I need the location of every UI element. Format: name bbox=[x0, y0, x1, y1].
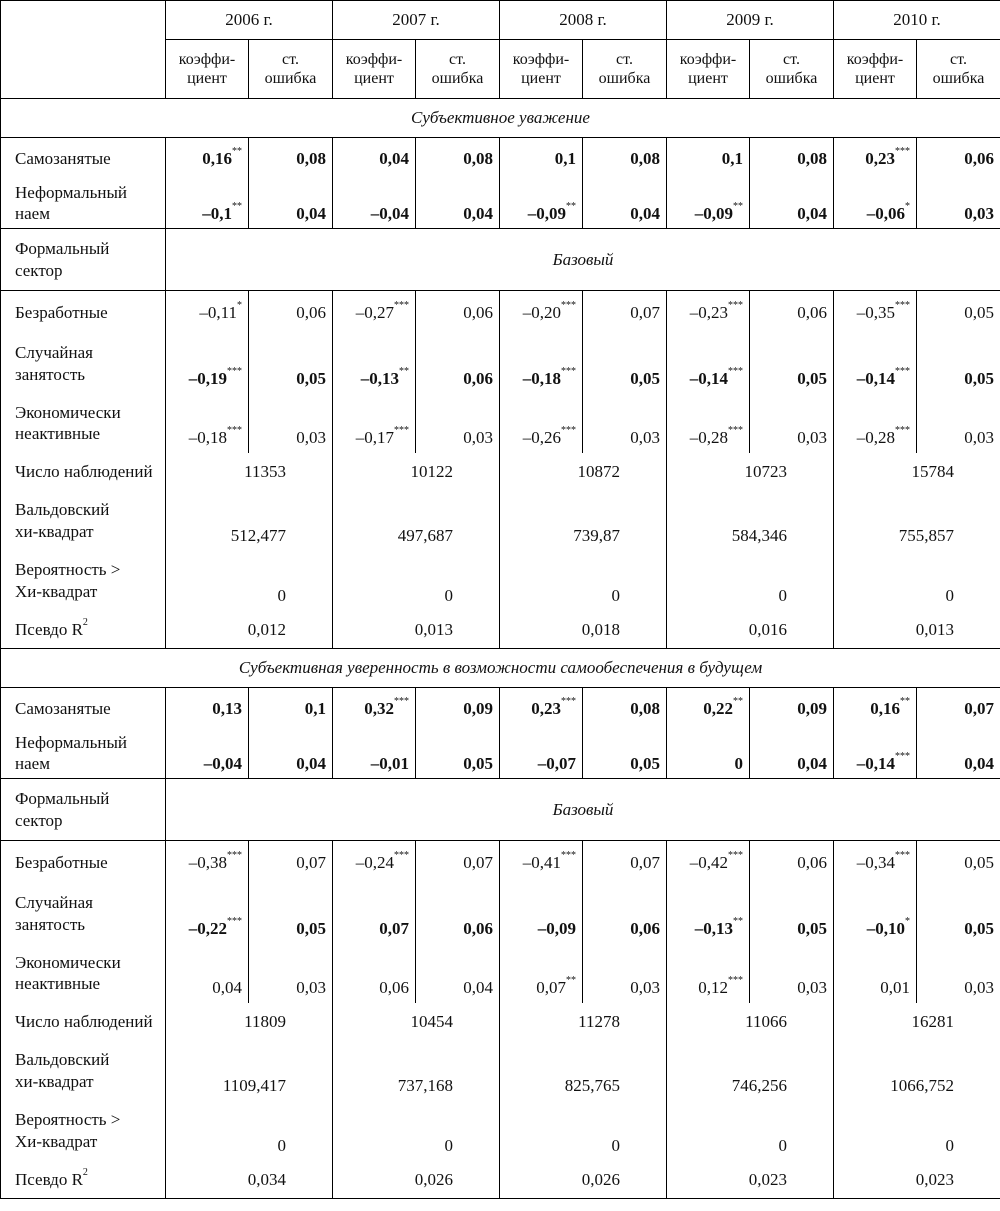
coef-cell bbox=[166, 179, 249, 229]
informal-hire-row bbox=[1, 729, 1000, 779]
stat-value: 1066,752 bbox=[834, 1041, 1000, 1101]
pseudo-r2-row bbox=[1, 611, 1000, 649]
section-respect bbox=[1, 99, 1000, 649]
stat-value: 15784 bbox=[834, 453, 1000, 491]
significance-stars: ** bbox=[733, 200, 743, 212]
year-2009-header: 2009 г. bbox=[667, 1, 834, 40]
std-error-cell: 0,03 bbox=[583, 944, 667, 1003]
stat-value: 10454 bbox=[333, 1003, 500, 1041]
unemployed-row bbox=[1, 291, 1000, 334]
std-error-cell: 0,08 bbox=[416, 138, 500, 179]
std-error-cell: 0,04 bbox=[750, 729, 834, 779]
stat-value: 0,023 bbox=[667, 1161, 834, 1199]
corner-cell bbox=[1, 1, 166, 99]
significance-stars: *** bbox=[561, 849, 576, 861]
stat-value: 0,026 bbox=[500, 1161, 667, 1199]
stat-value: 0,023 bbox=[834, 1161, 1000, 1199]
row-label: Случайная занятость bbox=[1, 884, 166, 944]
coef-value: 0,06 bbox=[379, 978, 409, 998]
row-label: Число наблюдений bbox=[1, 453, 166, 491]
stat-value: 16281 bbox=[834, 1003, 1000, 1041]
std-error-cell: 0,04 bbox=[249, 729, 333, 779]
stat-value: 0,016 bbox=[667, 611, 834, 649]
std-error-cell: 0,09 bbox=[750, 688, 834, 729]
std-error-cell: 0,05 bbox=[583, 729, 667, 779]
coef-cell bbox=[166, 334, 249, 394]
stat-value: 0 bbox=[834, 1101, 1000, 1161]
section-self-sufficiency bbox=[1, 649, 1000, 1199]
row-label: Вероятность > Хи-квадрат bbox=[1, 551, 166, 611]
significance-stars: *** bbox=[895, 145, 910, 157]
stat-value: 11066 bbox=[667, 1003, 834, 1041]
coef-cell bbox=[333, 179, 416, 229]
coef-cell bbox=[834, 179, 917, 229]
row-label: Псевдо $R^2$ bbox=[1, 1161, 166, 1199]
stat-value: 0 bbox=[500, 551, 667, 611]
significance-stars: *** bbox=[895, 849, 910, 861]
observations-row bbox=[1, 453, 1000, 491]
row-label: Экономически неактивные bbox=[1, 394, 166, 453]
section-title: Субъективная уверенность в возможности самообеспечения в будущем bbox=[1, 649, 1000, 688]
stat-value: 584,346 bbox=[667, 491, 834, 551]
coef-header: коэффи- циент bbox=[166, 40, 249, 99]
std-error-cell: 0,03 bbox=[917, 394, 1000, 453]
coef-header: коэффи- циент bbox=[500, 40, 583, 99]
coef-value: –0,28 bbox=[689, 428, 728, 448]
observations-row bbox=[1, 1003, 1000, 1041]
std-error-cell: 0,03 bbox=[583, 394, 667, 453]
significance-stars: ** bbox=[232, 145, 242, 157]
significance-stars: *** bbox=[895, 425, 910, 437]
coef-value: 0,23 bbox=[865, 148, 895, 168]
stat-value: 10723 bbox=[667, 453, 834, 491]
std-error-cell: 0,03 bbox=[917, 179, 1000, 229]
coef-cell bbox=[333, 884, 416, 944]
coef-value: –0,17 bbox=[355, 428, 394, 448]
self-employed-row bbox=[1, 688, 1000, 729]
coef-value: 0,04 bbox=[212, 978, 242, 998]
row-label: Самозанятые bbox=[1, 138, 166, 179]
row-label: Вальдовский хи-квадрат bbox=[1, 491, 166, 551]
coef-cell bbox=[667, 688, 750, 729]
year-2007-header: 2007 г. bbox=[333, 1, 500, 40]
year-2008-header: 2008 г. bbox=[500, 1, 667, 40]
coef-value: 0,01 bbox=[880, 978, 910, 998]
coef-cell bbox=[333, 138, 416, 179]
coef-value: 0,16 bbox=[202, 148, 232, 168]
informal-hire-row bbox=[1, 179, 1000, 229]
std-error-cell: 0,06 bbox=[917, 138, 1000, 179]
std-error-cell: 0,05 bbox=[583, 334, 667, 394]
coef-value: –0,04 bbox=[370, 203, 409, 223]
coef-value: –0,13 bbox=[694, 919, 733, 939]
stat-value: 0,013 bbox=[834, 611, 1000, 649]
coef-cell bbox=[500, 729, 583, 779]
pseudo-r2-row bbox=[1, 1161, 1000, 1199]
coef-cell bbox=[834, 334, 917, 394]
year-2006-header: 2006 г. bbox=[166, 1, 333, 40]
coef-value: –0,27 bbox=[355, 302, 394, 322]
year-2010-header: 2010 г. bbox=[834, 1, 1000, 40]
coef-cell bbox=[667, 291, 750, 334]
coef-cell bbox=[166, 884, 249, 944]
se-header: ст. ошибка bbox=[416, 40, 500, 99]
coef-value: –0,07 bbox=[537, 753, 576, 773]
coef-value: –0,14 bbox=[689, 369, 728, 389]
section-title-row bbox=[1, 649, 1000, 688]
std-error-cell: 0,03 bbox=[249, 394, 333, 453]
significance-stars: ** bbox=[566, 200, 576, 212]
std-error-cell: 0,08 bbox=[583, 138, 667, 179]
stat-value: 0 bbox=[166, 1101, 333, 1161]
std-error-cell: 0,06 bbox=[249, 291, 333, 334]
coef-value: –0,28 bbox=[856, 428, 895, 448]
stat-value: 497,687 bbox=[333, 491, 500, 551]
coef-cell bbox=[667, 944, 750, 1003]
stat-value: 0 bbox=[834, 551, 1000, 611]
coef-value: –0,22 bbox=[188, 919, 227, 939]
formal-sector-row bbox=[1, 779, 1000, 841]
coef-value: –0,34 bbox=[856, 852, 895, 872]
coef-value: 0 bbox=[734, 753, 743, 773]
coef-value: –0,24 bbox=[355, 852, 394, 872]
coef-value: 0,16 bbox=[870, 698, 900, 718]
significance-stars: *** bbox=[728, 425, 743, 437]
std-error-cell: 0,05 bbox=[750, 334, 834, 394]
row-label: Экономически неактивные bbox=[1, 944, 166, 1003]
significance-stars: *** bbox=[728, 366, 743, 378]
std-error-cell: 0,07 bbox=[917, 688, 1000, 729]
stat-value: 0 bbox=[667, 1101, 834, 1161]
coef-value: –0,23 bbox=[689, 302, 728, 322]
std-error-cell: 0,07 bbox=[583, 841, 667, 884]
std-error-cell: 0,06 bbox=[416, 291, 500, 334]
std-error-cell: 0,06 bbox=[416, 334, 500, 394]
coef-cell bbox=[500, 334, 583, 394]
coef-value: –0,1 bbox=[202, 203, 232, 223]
stat-value: 0,012 bbox=[166, 611, 333, 649]
significance-stars: ** bbox=[900, 695, 910, 707]
std-error-cell: 0,05 bbox=[249, 884, 333, 944]
std-error-cell: 0,05 bbox=[917, 291, 1000, 334]
significance-stars: *** bbox=[394, 849, 409, 861]
coef-cell bbox=[834, 884, 917, 944]
stat-value: 739,87 bbox=[500, 491, 667, 551]
significance-stars: *** bbox=[394, 695, 409, 707]
coef-cell bbox=[333, 688, 416, 729]
stat-value: 10122 bbox=[333, 453, 500, 491]
row-label: Самозанятые bbox=[1, 688, 166, 729]
row-label: Вероятность > Хи-квадрат bbox=[1, 1101, 166, 1161]
significance-stars: ** bbox=[733, 916, 743, 928]
std-error-cell: 0,03 bbox=[249, 944, 333, 1003]
self-employed-row bbox=[1, 138, 1000, 179]
formal-sector-row bbox=[1, 229, 1000, 291]
coef-value: –0,04 bbox=[203, 753, 242, 773]
row-label: Формальный сектор bbox=[1, 779, 166, 841]
stat-value: 755,857 bbox=[834, 491, 1000, 551]
significance-stars: ** bbox=[733, 695, 743, 707]
coef-value: 0,04 bbox=[379, 148, 409, 168]
coef-cell bbox=[333, 944, 416, 1003]
coef-value: –0,09 bbox=[537, 919, 576, 939]
coef-value: 0,13 bbox=[212, 698, 242, 718]
coef-value: 0,07 bbox=[379, 919, 409, 939]
se-header: ст. ошибка bbox=[583, 40, 667, 99]
coef-value: 0,07 bbox=[536, 978, 566, 998]
significance-stars: *** bbox=[561, 299, 576, 311]
coef-value: –0,35 bbox=[856, 302, 895, 322]
coef-cell bbox=[834, 688, 917, 729]
coef-cell bbox=[500, 944, 583, 1003]
coef-cell bbox=[500, 138, 583, 179]
stat-value: 0,026 bbox=[333, 1161, 500, 1199]
coef-cell bbox=[667, 729, 750, 779]
coef-cell bbox=[166, 394, 249, 453]
wald-row bbox=[1, 1041, 1000, 1101]
unemployed-row bbox=[1, 841, 1000, 884]
std-error-cell: 0,04 bbox=[416, 179, 500, 229]
significance-stars: *** bbox=[728, 975, 743, 987]
coef-cell bbox=[500, 688, 583, 729]
stat-value: 11809 bbox=[166, 1003, 333, 1041]
coef-value: –0,26 bbox=[522, 428, 561, 448]
significance-stars: *** bbox=[728, 849, 743, 861]
coef-cell bbox=[667, 394, 750, 453]
probability-row bbox=[1, 551, 1000, 611]
std-error-cell: 0,05 bbox=[917, 884, 1000, 944]
coef-header: коэффи- циент bbox=[834, 40, 917, 99]
coef-cell bbox=[500, 179, 583, 229]
row-label: Псевдо $R^2$ bbox=[1, 611, 166, 649]
base-category-label: Базовый bbox=[166, 229, 1000, 291]
std-error-cell: 0,05 bbox=[249, 334, 333, 394]
row-label: Случайная занятость bbox=[1, 334, 166, 394]
stat-value: 0 bbox=[333, 551, 500, 611]
coef-cell bbox=[333, 841, 416, 884]
std-error-cell: 0,06 bbox=[750, 291, 834, 334]
coef-header: коэффи- циент bbox=[333, 40, 416, 99]
coef-cell bbox=[667, 138, 750, 179]
stat-value: 825,765 bbox=[500, 1041, 667, 1101]
coef-cell bbox=[834, 394, 917, 453]
coef-cell bbox=[667, 884, 750, 944]
significance-stars: * bbox=[905, 200, 910, 212]
significance-stars: *** bbox=[561, 695, 576, 707]
base-category-label: Базовый bbox=[166, 779, 1000, 841]
coef-cell bbox=[166, 944, 249, 1003]
coef-value: –0,41 bbox=[522, 852, 561, 872]
row-label: Безработные bbox=[1, 841, 166, 884]
significance-stars: *** bbox=[561, 366, 576, 378]
stat-value: 11353 bbox=[166, 453, 333, 491]
std-error-cell: 0,08 bbox=[583, 688, 667, 729]
significance-stars: *** bbox=[728, 299, 743, 311]
coef-value: –0,42 bbox=[689, 852, 728, 872]
std-error-cell: 0,05 bbox=[750, 884, 834, 944]
coef-value: –0,38 bbox=[188, 852, 227, 872]
row-label: Неформальный наем bbox=[1, 179, 166, 229]
section-title-row bbox=[1, 99, 1000, 138]
row-label: Безработные bbox=[1, 291, 166, 334]
std-error-cell: 0,09 bbox=[416, 688, 500, 729]
coef-value: –0,14 bbox=[856, 753, 895, 773]
coef-value: –0,19 bbox=[188, 369, 227, 389]
row-label: Число наблюдений bbox=[1, 1003, 166, 1041]
coef-value: –0,20 bbox=[522, 302, 561, 322]
coef-value: –0,18 bbox=[522, 369, 561, 389]
std-error-cell: 0,06 bbox=[583, 884, 667, 944]
inactive-row bbox=[1, 944, 1000, 1003]
std-error-cell: 0,05 bbox=[917, 841, 1000, 884]
coef-value: –0,01 bbox=[370, 753, 409, 773]
coef-cell bbox=[834, 729, 917, 779]
std-error-cell: 0,03 bbox=[917, 944, 1000, 1003]
casual-employment-row bbox=[1, 334, 1000, 394]
std-error-cell: 0,08 bbox=[249, 138, 333, 179]
coef-cell bbox=[834, 138, 917, 179]
std-error-cell: 0,1 bbox=[249, 688, 333, 729]
stat-value: 1109,417 bbox=[166, 1041, 333, 1101]
coef-cell bbox=[500, 291, 583, 334]
casual-employment-row bbox=[1, 884, 1000, 944]
coef-value: –0,10 bbox=[866, 919, 905, 939]
row-label: Неформальный наем bbox=[1, 729, 166, 779]
significance-stars: *** bbox=[895, 299, 910, 311]
row-label: Формальный сектор bbox=[1, 229, 166, 291]
stat-value: 10872 bbox=[500, 453, 667, 491]
stat-value: 11278 bbox=[500, 1003, 667, 1041]
std-error-cell: 0,05 bbox=[416, 729, 500, 779]
stat-value: 0,013 bbox=[333, 611, 500, 649]
std-error-cell: 0,07 bbox=[583, 291, 667, 334]
stat-value: 737,168 bbox=[333, 1041, 500, 1101]
significance-stars: ** bbox=[399, 366, 409, 378]
stat-value: 0 bbox=[166, 551, 333, 611]
coef-cell bbox=[834, 291, 917, 334]
coef-value: –0,09 bbox=[527, 203, 566, 223]
year-header-row bbox=[1, 1, 1000, 40]
coef-cell bbox=[834, 944, 917, 1003]
coef-cell bbox=[500, 394, 583, 453]
significance-stars: *** bbox=[394, 425, 409, 437]
std-error-cell: 0,04 bbox=[416, 944, 500, 1003]
coef-cell bbox=[667, 841, 750, 884]
coef-value: –0,06 bbox=[866, 203, 905, 223]
coef-value: 0,22 bbox=[703, 698, 733, 718]
coef-cell bbox=[667, 179, 750, 229]
coef-cell bbox=[333, 334, 416, 394]
coef-value: –0,14 bbox=[856, 369, 895, 389]
coef-cell bbox=[333, 394, 416, 453]
stat-value: 0 bbox=[333, 1101, 500, 1161]
inactive-row bbox=[1, 394, 1000, 453]
coef-cell bbox=[166, 841, 249, 884]
coef-cell bbox=[333, 291, 416, 334]
coef-cell bbox=[166, 688, 249, 729]
coef-value: 0,23 bbox=[531, 698, 561, 718]
coef-cell bbox=[166, 138, 249, 179]
stat-value: 0,034 bbox=[166, 1161, 333, 1199]
std-error-cell: 0,04 bbox=[917, 729, 1000, 779]
std-error-cell: 0,05 bbox=[917, 334, 1000, 394]
std-error-cell: 0,03 bbox=[750, 944, 834, 1003]
coef-value: 0,1 bbox=[721, 148, 743, 168]
significance-stars: *** bbox=[895, 366, 910, 378]
coef-value: 0,32 bbox=[364, 698, 394, 718]
std-error-cell: 0,06 bbox=[750, 841, 834, 884]
probability-row bbox=[1, 1101, 1000, 1161]
stat-value: 0 bbox=[500, 1101, 667, 1161]
std-error-cell: 0,04 bbox=[583, 179, 667, 229]
coef-value: –0,11 bbox=[199, 302, 237, 322]
coef-value: 0,12 bbox=[698, 978, 728, 998]
std-error-cell: 0,06 bbox=[416, 884, 500, 944]
std-error-cell: 0,03 bbox=[416, 394, 500, 453]
significance-stars: * bbox=[237, 299, 242, 311]
significance-stars: *** bbox=[227, 849, 242, 861]
significance-stars: * bbox=[905, 916, 910, 928]
section-title: Субъективное уважение bbox=[1, 99, 1000, 138]
coef-value: –0,13 bbox=[360, 369, 399, 389]
stat-value: 746,256 bbox=[667, 1041, 834, 1101]
coef-value: –0,09 bbox=[694, 203, 733, 223]
std-error-cell: 0,07 bbox=[249, 841, 333, 884]
coef-cell bbox=[333, 729, 416, 779]
wald-row bbox=[1, 491, 1000, 551]
significance-stars: ** bbox=[232, 200, 242, 212]
stat-value: 0 bbox=[667, 551, 834, 611]
coef-cell bbox=[500, 841, 583, 884]
significance-stars: ** bbox=[566, 975, 576, 987]
coef-cell bbox=[834, 841, 917, 884]
std-error-cell: 0,03 bbox=[750, 394, 834, 453]
significance-stars: *** bbox=[227, 916, 242, 928]
significance-stars: *** bbox=[561, 425, 576, 437]
std-error-cell: 0,04 bbox=[249, 179, 333, 229]
coef-header: коэффи- циент bbox=[667, 40, 750, 99]
se-header: ст. ошибка bbox=[917, 40, 1000, 99]
coef-cell bbox=[667, 334, 750, 394]
significance-stars: *** bbox=[895, 750, 910, 762]
coef-value: –0,18 bbox=[188, 428, 227, 448]
std-error-cell: 0,04 bbox=[750, 179, 834, 229]
se-header: ст. ошибка bbox=[249, 40, 333, 99]
std-error-cell: 0,08 bbox=[750, 138, 834, 179]
coef-cell bbox=[166, 291, 249, 334]
se-header: ст. ошибка bbox=[750, 40, 834, 99]
significance-stars: *** bbox=[227, 425, 242, 437]
row-label: Вальдовский хи-квадрат bbox=[1, 1041, 166, 1101]
significance-stars: *** bbox=[394, 299, 409, 311]
stat-value: 0,018 bbox=[500, 611, 667, 649]
stat-value: 512,477 bbox=[166, 491, 333, 551]
coef-cell bbox=[500, 884, 583, 944]
coef-cell bbox=[166, 729, 249, 779]
significance-stars: *** bbox=[227, 366, 242, 378]
std-error-cell: 0,07 bbox=[416, 841, 500, 884]
coef-value: 0,1 bbox=[554, 148, 576, 168]
